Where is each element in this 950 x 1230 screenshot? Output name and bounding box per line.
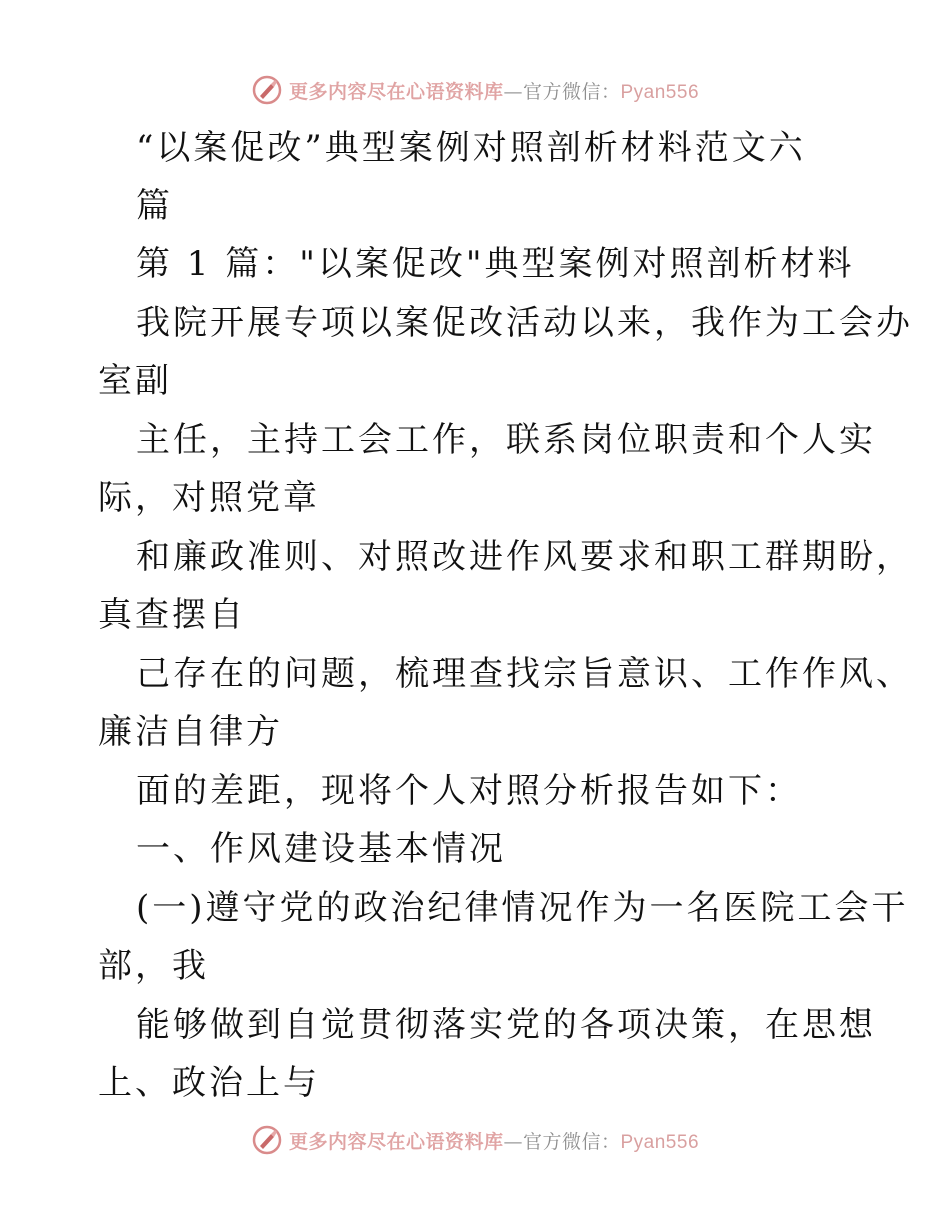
paragraph-line: 廉洁自律方 [98,712,283,752]
pen-logo-icon [251,74,283,106]
watermark-wechat-id: Pyan556 [620,1131,700,1153]
paragraph-line: 主任，主持工会工作，联系岗位职责和个人实 [136,420,876,460]
watermark-wechat-id: Pyan556 [620,81,700,103]
paragraph-line: 部，我 [98,946,209,986]
watermark-site: 更多内容尽在心语资料库 [288,1130,504,1153]
paragraph-line: 真查摆自 [98,595,246,635]
watermark-text [289,77,699,104]
watermark-separator: — [503,1130,523,1153]
paragraph-line: 和廉政准则、对照改进作风要求和职工群期盼， [136,537,913,577]
watermark-text [289,1127,699,1154]
subsection-heading: 一、作风建设基本情况 [136,829,506,869]
document-title: “以案促改”典型案例对照剖析材料范文六 [136,128,806,168]
watermark-site: 更多内容尽在心语资料库 [288,80,504,103]
paragraph-line: (一)遵守党的政治纪律情况作为一名医院工会干 [136,888,909,928]
pen-logo-icon [251,1124,283,1156]
paragraph-line: 我院开展专项以案促改活动以来，我作为工会办 [136,303,913,343]
watermark-header [0,70,950,110]
paragraph-line: 上、政治上与 [98,1063,320,1103]
paragraph-line: 己存在的问题，梳理查找宗旨意识、工作作风、 [136,654,913,694]
paragraph-line: 面的差距，现将个人对照分析报告如下： [136,771,802,811]
section-heading: 第 1 篇："以案促改"典型案例对照剖析材料 [136,244,855,284]
paragraph-line: 室副 [98,361,172,401]
watermark-footer [0,1120,950,1160]
paragraph-line: 能够做到自觉贯彻落实党的各项决策，在思想 [136,1005,876,1045]
watermark-separator: — [503,80,523,103]
document-title-continued: 篇 [136,186,173,226]
watermark-wechat-label: 官方微信： [522,1130,621,1153]
watermark-wechat-label: 官方微信： [522,80,621,103]
paragraph-line: 际，对照党章 [98,478,320,518]
